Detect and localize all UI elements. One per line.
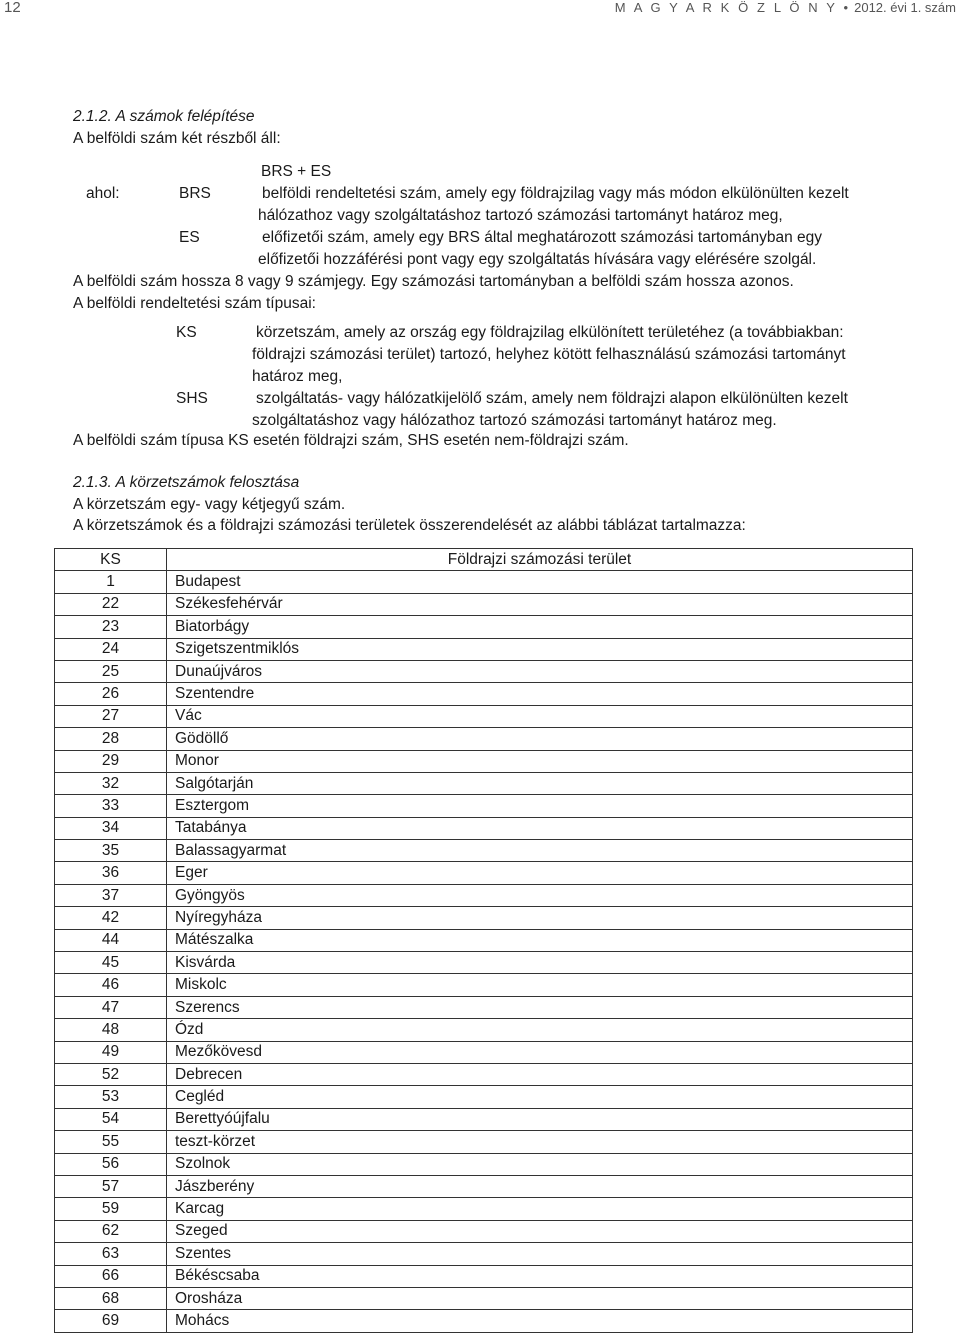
area-name-cell: Ózd — [167, 1019, 913, 1041]
table-row — [55, 974, 913, 996]
ks-code-cell: 1 — [55, 571, 167, 593]
area-name-cell: Esztergom — [167, 795, 913, 817]
area-name-cell: Székesfehérvár — [167, 593, 913, 615]
types-intro: A belföldi rendeltetési szám típusai: — [73, 295, 316, 312]
area-name-cell: Tatabánya — [167, 817, 913, 839]
table-row — [55, 1041, 913, 1063]
ks-code-cell: 26 — [55, 683, 167, 705]
formula: BRS + ES — [261, 163, 332, 180]
table-row — [55, 929, 913, 951]
area-name-cell: Kisvárda — [167, 952, 913, 974]
table-row — [55, 660, 913, 682]
table-row — [55, 616, 913, 638]
section-213-heading: 2.1.3. A körzetszámok felosztása — [73, 474, 300, 491]
area-name-cell: Biatorbágy — [167, 616, 913, 638]
table-header-row — [55, 549, 913, 571]
journal-title: M A G Y A R K Ö Z L Ö N Y — [614, 0, 838, 15]
area-name-cell: Orosháza — [167, 1287, 913, 1309]
ks-code-cell: 63 — [55, 1243, 167, 1265]
area-name-cell: Jászberény — [167, 1175, 913, 1197]
ks-code-cell: 24 — [55, 638, 167, 660]
table-row — [55, 907, 913, 929]
area-name-cell: Miskolc — [167, 974, 913, 996]
ks-code-cell: 47 — [55, 996, 167, 1018]
bullet-separator: • — [843, 0, 849, 15]
table-row — [55, 862, 913, 884]
type-note: A belföldi szám típusa KS esetén földrajzi szám, SHS esetén nem-földrajzi szám. — [73, 432, 629, 449]
table-row — [55, 840, 913, 862]
ks-code-cell: 52 — [55, 1063, 167, 1085]
ks-code-cell: 45 — [55, 952, 167, 974]
area-name-cell: Szerencs — [167, 996, 913, 1018]
ks-code-cell: 49 — [55, 1041, 167, 1063]
area-name-cell: Szolnok — [167, 1153, 913, 1175]
running-header — [615, 0, 956, 15]
table-row — [55, 683, 913, 705]
table-row — [55, 728, 913, 750]
header-area: Földrajzi számozási terület — [167, 549, 913, 571]
ks-code-cell: 28 — [55, 728, 167, 750]
area-name-cell: Gödöllő — [167, 728, 913, 750]
table-row — [55, 1153, 913, 1175]
table-row — [55, 1019, 913, 1041]
area-name-cell: Szentendre — [167, 683, 913, 705]
area-name-cell: Békéscsaba — [167, 1265, 913, 1287]
ks-code-cell: 53 — [55, 1086, 167, 1108]
table-row — [55, 817, 913, 839]
area-name-cell: Berettyóújfalu — [167, 1108, 913, 1130]
area-name-cell: Szigetszentmiklós — [167, 638, 913, 660]
section-212-heading: 2.1.2. A számok felépítése — [73, 108, 255, 125]
es-definition-line1: előfizetői szám, amely egy BRS által meghatározott számozási tartományban egy — [262, 229, 822, 246]
ks-code-cell: 57 — [55, 1175, 167, 1197]
shs-definition-line2: szolgáltatáshoz vagy hálózathoz tartozó számozási tartományt határoz meg. — [252, 412, 777, 429]
ks-code-cell: 35 — [55, 840, 167, 862]
ks-code-cell: 29 — [55, 750, 167, 772]
table-row — [55, 884, 913, 906]
area-name-cell: Cegléd — [167, 1086, 913, 1108]
ks-code-cell: 66 — [55, 1265, 167, 1287]
table-row — [55, 952, 913, 974]
issue-label: 2012. évi 1. szám — [854, 0, 956, 15]
ahol-label: ahol: — [86, 185, 120, 202]
area-name-cell: Karcag — [167, 1198, 913, 1220]
table-row — [55, 638, 913, 660]
table-row — [55, 996, 913, 1018]
table-row — [55, 1175, 913, 1197]
table-row — [55, 1220, 913, 1242]
ks-code-cell: 55 — [55, 1131, 167, 1153]
table-row — [55, 1108, 913, 1130]
ks-code-cell: 36 — [55, 862, 167, 884]
ks-code-cell: 69 — [55, 1310, 167, 1332]
table-row — [55, 593, 913, 615]
brs-definition-line1: belföldi rendeltetési szám, amely egy földrajzilag vagy más módon elkülönülten kezelt — [262, 185, 849, 202]
ks-code-cell: 33 — [55, 795, 167, 817]
ks-definition-line1: körzetszám, amely az ország egy földrajzilag elkülönített területéhez (a továbbiakban: — [256, 324, 844, 341]
ks-code-cell: 68 — [55, 1287, 167, 1309]
area-name-cell: Dunaújváros — [167, 660, 913, 682]
table-row — [55, 1063, 913, 1085]
page-number: 12 — [4, 0, 21, 16]
ks-code-cell: 44 — [55, 929, 167, 951]
shs-term: SHS — [176, 390, 208, 407]
table-row — [55, 750, 913, 772]
area-name-cell: Vác — [167, 705, 913, 727]
es-definition-line2: előfizetői hozzáférési pont vagy egy szolgáltatás hívására vagy elérésére szolgál. — [258, 251, 817, 268]
ks-definition-line3: határoz meg, — [252, 368, 343, 385]
area-name-cell: Nyíregyháza — [167, 907, 913, 929]
ks-code-cell: 22 — [55, 593, 167, 615]
length-note: A belföldi szám hossza 8 vagy 9 számjegy. Egy számozási tartományban a belföldi szám hossza azonos. — [73, 273, 794, 290]
area-name-cell: Eger — [167, 862, 913, 884]
table-row — [55, 705, 913, 727]
area-name-cell: Monor — [167, 750, 913, 772]
area-name-cell: teszt-körzet — [167, 1131, 913, 1153]
table-row — [55, 1198, 913, 1220]
ks-code-cell: 46 — [55, 974, 167, 996]
area-name-cell: Gyöngyös — [167, 884, 913, 906]
table-row — [55, 772, 913, 794]
ks-code-cell: 62 — [55, 1220, 167, 1242]
table-row — [55, 571, 913, 593]
ks-code-cell: 56 — [55, 1153, 167, 1175]
table-row — [55, 1310, 913, 1332]
brs-definition-line2: hálózathoz vagy szolgáltatáshoz tartozó számozási tartományt határoz meg, — [258, 207, 783, 224]
area-name-cell: Szentes — [167, 1243, 913, 1265]
ks-term: KS — [176, 324, 197, 341]
ks-code-cell: 54 — [55, 1108, 167, 1130]
ks-code-cell: 27 — [55, 705, 167, 727]
area-name-cell: Salgótarján — [167, 772, 913, 794]
brs-term: BRS — [179, 185, 211, 202]
area-code-table — [54, 548, 913, 1333]
table-row — [55, 1287, 913, 1309]
ks-code-cell: 34 — [55, 817, 167, 839]
header-ks: KS — [55, 549, 167, 571]
shs-definition-line1: szolgáltatás- vagy hálózatkijelölő szám, amely nem földrajzi alapon elkülönülten kezelt — [256, 390, 848, 407]
area-name-cell: Budapest — [167, 571, 913, 593]
ks-code-cell: 59 — [55, 1198, 167, 1220]
table-row — [55, 1265, 913, 1287]
ks-code-cell: 42 — [55, 907, 167, 929]
es-term: ES — [179, 229, 200, 246]
area-name-cell: Szeged — [167, 1220, 913, 1242]
table-row — [55, 1131, 913, 1153]
table-row — [55, 795, 913, 817]
section-212-intro: A belföldi szám két részből áll: — [73, 130, 281, 147]
area-name-cell: Mátészalka — [167, 929, 913, 951]
table-row — [55, 1243, 913, 1265]
area-name-cell: Balassagyarmat — [167, 840, 913, 862]
area-name-cell: Debrecen — [167, 1063, 913, 1085]
table-body — [55, 571, 913, 1332]
ks-code-cell: 48 — [55, 1019, 167, 1041]
ks-code-cell: 32 — [55, 772, 167, 794]
ks-definition-line2: földrajzi számozási terület) tartozó, helyhez kötött felhasználású számozási tartományt — [252, 346, 846, 363]
ks-code-cell: 37 — [55, 884, 167, 906]
ks-code-cell: 25 — [55, 660, 167, 682]
section-213-line1: A körzetszám egy- vagy kétjegyű szám. — [73, 496, 346, 513]
area-name-cell: Mezőkövesd — [167, 1041, 913, 1063]
ks-code-cell: 23 — [55, 616, 167, 638]
area-name-cell: Mohács — [167, 1310, 913, 1332]
table-row — [55, 1086, 913, 1108]
section-213-line2: A körzetszámok és a földrajzi számozási területek összerendelését az alábbi táblázat tartalmazza: — [73, 517, 746, 534]
